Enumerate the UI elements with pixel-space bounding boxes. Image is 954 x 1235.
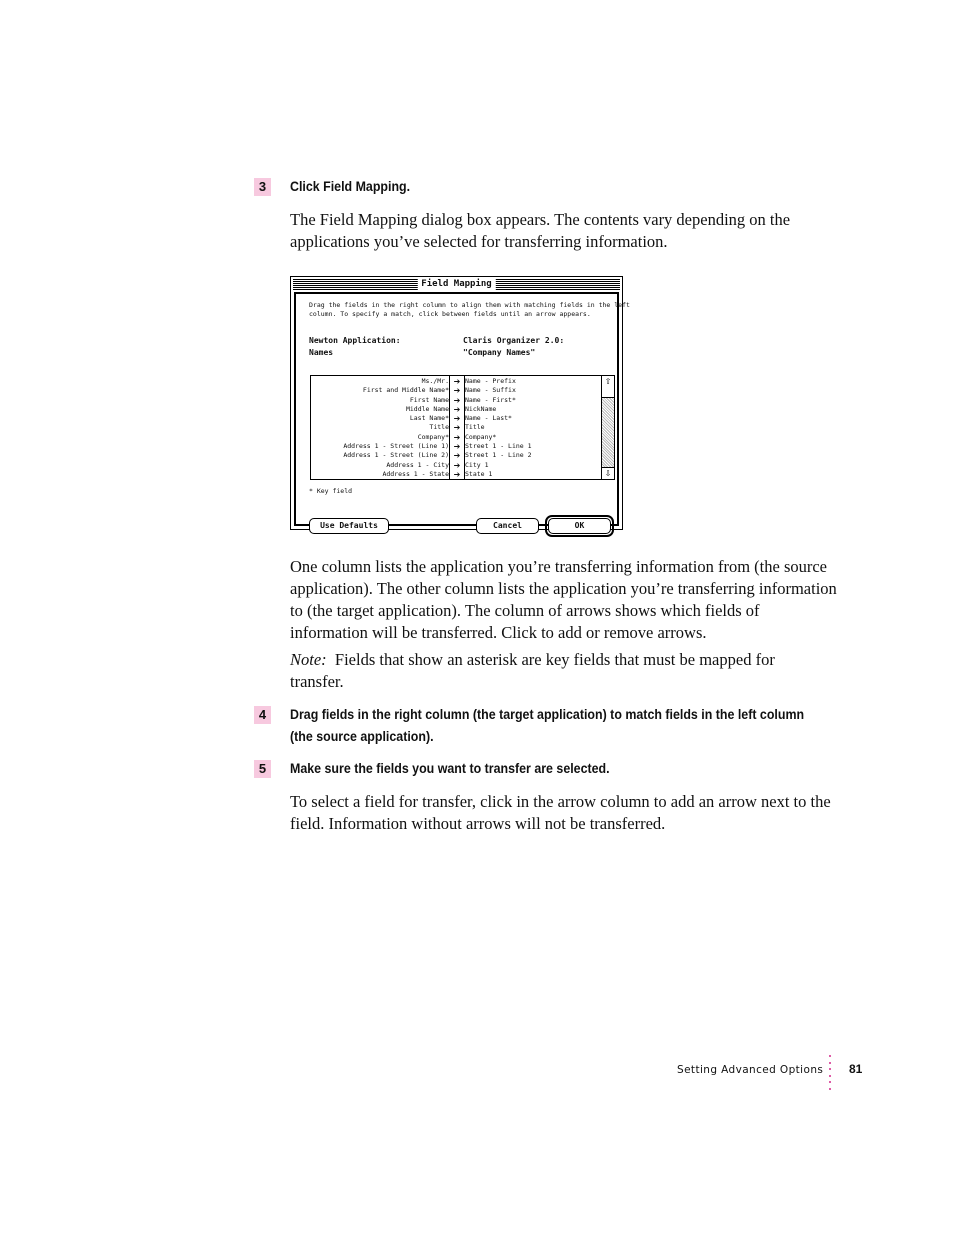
step-number: 4 xyxy=(254,706,271,724)
instructions-line: Drag the fields in the right column to align them with matching fields in the left xyxy=(309,301,630,309)
step-heading-continued: (the source application). xyxy=(290,729,434,744)
mapping-arrow-icon[interactable]: ➔ xyxy=(453,442,461,452)
source-field: Address 1 - City xyxy=(386,460,449,469)
source-field: Last Name* xyxy=(409,414,449,423)
target-field[interactable]: Name - Prefix xyxy=(465,377,516,385)
paragraph-text: One column lists the application you’re transferring information from (the source application). The other column lists the application you’re transferring information to (the target application). The column of arrows shows which fields of information will be transferred. Click to add or remove arrows. xyxy=(290,557,837,642)
ok-button[interactable]: OK xyxy=(548,518,611,534)
dialog-title-bar[interactable] xyxy=(293,279,620,290)
page-number: 81 xyxy=(849,1062,863,1076)
left-header: Newton Application: xyxy=(309,336,401,345)
target-field[interactable]: Name - Suffix xyxy=(465,386,516,395)
paragraph-text: To select a field for transfer, click in the arrow column to add an arrow next to the field. Information without arrows will not be transferred. xyxy=(290,792,831,833)
dotted-divider xyxy=(829,1055,833,1094)
right-subheader: "Company Names" xyxy=(463,348,536,357)
dialog-body xyxy=(294,292,630,530)
mapping-arrow-icon[interactable]: ➔ xyxy=(453,469,461,479)
paragraph xyxy=(290,209,840,253)
source-fields-column xyxy=(311,377,449,479)
note-text: Fields that show an asterisk are key fields that must be mapped for transfer. xyxy=(290,650,775,691)
step-heading: Drag fields in the right column (the target application) to match fields in the left column xyxy=(290,707,805,722)
section-footer: Setting Advanced Options xyxy=(677,1064,824,1076)
target-field[interactable]: Name - Last* xyxy=(465,414,512,423)
arrow-column[interactable] xyxy=(450,377,464,479)
field-mapping-list[interactable] xyxy=(310,375,615,480)
right-header: Claris Organizer 2.0: xyxy=(463,336,565,345)
source-field: Address 1 - Street (Line 1) xyxy=(343,442,449,451)
scroll-thumb[interactable] xyxy=(602,387,614,398)
mapping-arrow-icon[interactable]: ➔ xyxy=(453,432,461,442)
source-field: First Name xyxy=(409,395,449,404)
target-field[interactable]: City 1 xyxy=(465,460,489,469)
use-defaults-button[interactable]: Use Defaults xyxy=(309,518,389,534)
left-subheader: Names xyxy=(309,348,334,357)
step-heading: Make sure the fields you want to transfer are selected. xyxy=(290,761,610,776)
mapping-arrow-icon[interactable]: ➔ xyxy=(453,414,461,424)
target-field[interactable]: NickName xyxy=(465,404,497,413)
mapping-arrow-icon[interactable]: ➔ xyxy=(453,386,461,396)
target-field[interactable]: Street 1 - Line 1 xyxy=(465,442,532,451)
instructions-line: column. To specify a match, click between fields until an arrow appears. xyxy=(309,310,591,318)
mapping-arrow-icon[interactable]: ➔ xyxy=(453,404,461,414)
paragraph xyxy=(290,556,840,644)
target-field[interactable]: Name - First* xyxy=(465,395,516,404)
note xyxy=(290,649,790,693)
note-label: Note: xyxy=(290,650,327,669)
target-field[interactable]: Street 1 - Line 2 xyxy=(465,451,532,460)
paragraph xyxy=(290,791,840,835)
target-field[interactable]: Title xyxy=(465,423,485,432)
paragraph-text: The Field Mapping dialog box appears. The contents vary depending on the applications you’ve selected for transferring information. xyxy=(290,210,791,251)
mapping-arrow-icon[interactable]: ➔ xyxy=(453,460,461,470)
mapping-arrow-icon[interactable]: ➔ xyxy=(453,423,461,433)
mapping-arrow-icon[interactable]: ➔ xyxy=(453,377,461,386)
cancel-button[interactable]: Cancel xyxy=(476,518,539,534)
source-field: Address 1 - Street (Line 2) xyxy=(343,451,449,460)
source-field: Title xyxy=(429,423,449,432)
source-field: Middle Name xyxy=(405,404,449,413)
scrollbar[interactable] xyxy=(601,376,614,479)
step-number: 3 xyxy=(254,178,271,196)
target-field[interactable]: State 1 xyxy=(465,469,493,478)
source-field: Ms./Mr. xyxy=(421,377,449,385)
step-heading: Click Field Mapping. xyxy=(290,179,411,194)
key-field-note: * Key field xyxy=(309,487,353,495)
dialog-title: Field Mapping xyxy=(417,278,495,290)
scroll-up-arrow-icon[interactable]: ⇧ xyxy=(602,376,614,388)
step-number: 5 xyxy=(254,760,271,778)
target-fields-column[interactable] xyxy=(465,377,595,479)
source-field: First and Middle Name* xyxy=(362,386,449,395)
scroll-down-arrow-icon[interactable]: ⇩ xyxy=(602,467,614,479)
source-field: Company* xyxy=(417,432,449,441)
mapping-arrow-icon[interactable]: ➔ xyxy=(453,451,461,461)
mapping-arrow-icon[interactable]: ➔ xyxy=(453,395,461,405)
target-field[interactable]: Company* xyxy=(465,432,497,441)
source-field: Address 1 - State xyxy=(382,469,449,478)
field-mapping-dialog xyxy=(290,276,630,530)
